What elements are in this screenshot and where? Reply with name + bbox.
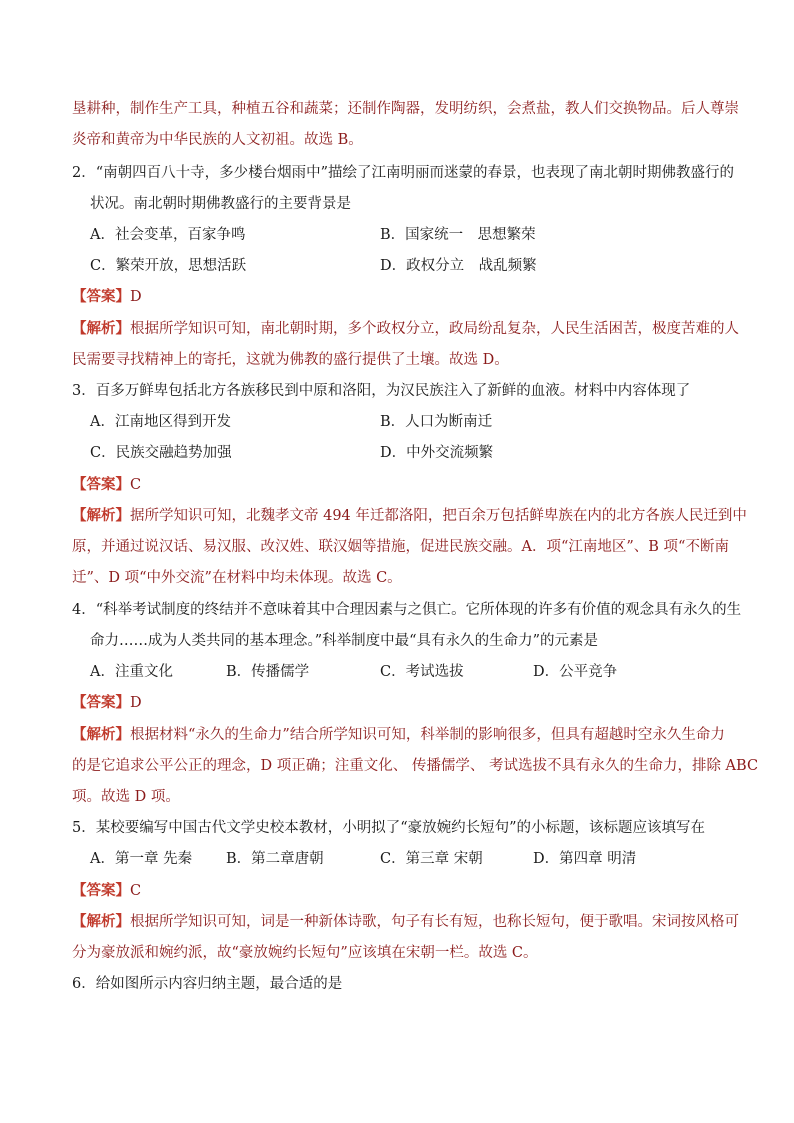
q2-analysis-line-1 [72, 319, 739, 339]
q4-analysis-line-2: 的是它追求公平公正的理念，D 项正确；注重文化、 传播儒学、 考试选拔不具有永久的生命力，排除 ABC [72, 758, 759, 774]
q3-option-b: B．人口为断南迁 [380, 414, 493, 430]
analysis-tag: 【解析】 [72, 913, 130, 930]
q4-analysis-line-3: 项。故选 D 项。 [72, 789, 180, 805]
q5-answer [72, 881, 141, 901]
intro-line-2: 炎帝和黄帝为中华民族的人文初祖。故选 B。 [72, 132, 363, 148]
q2-option-c: C．繁荣开放，思想活跃 [90, 258, 247, 274]
analysis-text: 根据所学知识可知，词是一种新体诗歌，句子有长有短，也称长短句，便于歌唱。宋词按风格可 [130, 914, 739, 930]
answer-value: D [130, 695, 142, 711]
q4-analysis-line-1 [72, 725, 725, 745]
q4-option-c: C．考试选拔 [380, 664, 464, 680]
q2-option-a: A．社会变革，百家争鸣 [90, 227, 246, 243]
q4-stem-line-1: 4．“科举考试制度的终结并不意味着其中合理因素与之俱亡。它所体现的许多有价值的观念具有永久的生 [72, 602, 742, 618]
q2-analysis-line-2: 民需要寻找精神上的寄托，这就为佛教的盛行提供了土壤。故选 D。 [72, 352, 509, 368]
answer-value: D [130, 289, 142, 305]
q6-stem-line-1: 6．给如图所示内容归纳主题，最合适的是 [72, 976, 343, 992]
answer-tag: 【答案】 [72, 882, 130, 899]
q3-analysis-line-1 [72, 506, 747, 526]
answer-value: C [130, 477, 142, 493]
intro-line-1: 垦耕种，制作生产工具，种植五谷和蔬菜；还制作陶器，发明纺织，会煮盐，教人们交换物品。后人尊崇 [72, 101, 739, 117]
q5-option-a: A．第一章 先秦 [90, 851, 193, 867]
q4-option-b: B．传播儒学 [226, 664, 310, 680]
analysis-text: 根据材料“永久的生命力”结合所学知识可知，科举制的影响很多，但具有超越时空永久生命力 [130, 727, 725, 743]
q2-answer [72, 287, 142, 307]
answer-value: C [130, 883, 142, 899]
analysis-tag: 【解析】 [72, 726, 130, 743]
analysis-tag: 【解析】 [72, 507, 130, 524]
q2-stem-line-2: 状况。南北朝时期佛教盛行的主要背景是 [90, 196, 351, 212]
q3-answer [72, 475, 141, 495]
answer-tag: 【答案】 [72, 476, 130, 493]
q4-option-a: A．注重文化 [90, 664, 173, 680]
analysis-text: 据所学知识可知，北魏孝文帝 494 年迁都洛阳，把百余万包括鲜卑族在内的北方各族人民迁到中 [130, 508, 747, 524]
q2-stem-line-1: 2．“南朝四百八十寺，多少楼台烟雨中”描绘了江南明丽而迷蒙的春景，也表现了南北朝时期佛教盛行的 [72, 165, 735, 181]
q3-stem-line-1: 3．百多万鲜卑包括北方各族移民到中原和洛阳，为汉民族注入了新鲜的血液。材料中内容体现了 [72, 383, 691, 399]
q5-option-c: C．第三章 宋朝 [380, 851, 483, 867]
analysis-tag: 【解析】 [72, 320, 130, 337]
q3-option-c: C．民族交融趋势加强 [90, 445, 232, 461]
analysis-text: 根据所学知识可知，南北朝时期，多个政权分立，政局纷乱复杂，人民生活困苦，极度苦难的人 [130, 321, 739, 337]
q4-stem-line-2: 命力……成为人类共同的基本理念。”科举制度中最“具有永久的生命力”的元素是 [90, 633, 598, 649]
q3-analysis-line-2: 原，并通过说汉话、易汉服、改汉姓、联汉姻等措施，促进民族交融。A．项“江南地区”、B 项“不断南 [72, 539, 729, 555]
q5-analysis-line-2: 分为豪放派和婉约派，故“豪放婉约长短句”应该填在宋朝一栏。故选 C。 [72, 945, 538, 961]
q3-analysis-line-3: 迁”、D 项“中外交流”在材料中均未体现。故选 C。 [72, 570, 402, 586]
q4-answer [72, 693, 142, 713]
q5-stem-line-1: 5．某校要编写中国古代文学史校本教材，小明拟了“豪放婉约长短句”的小标题，该标题应该填写在 [72, 820, 706, 836]
q5-analysis-line-1 [72, 912, 739, 932]
q2-option-d: D．政权分立 战乱频繁 [380, 258, 537, 274]
q2-option-b: B．国家统一 思想繁荣 [380, 227, 536, 243]
q5-option-d: D．第四章 明清 [533, 851, 637, 867]
answer-tag: 【答案】 [72, 694, 130, 711]
q3-option-d: D．中外交流频繁 [380, 445, 494, 461]
answer-tag: 【答案】 [72, 288, 130, 305]
q5-option-b: B．第二章唐朝 [226, 851, 324, 867]
q4-option-d: D．公平竞争 [533, 664, 618, 680]
q3-option-a: A．江南地区得到开发 [90, 414, 231, 430]
